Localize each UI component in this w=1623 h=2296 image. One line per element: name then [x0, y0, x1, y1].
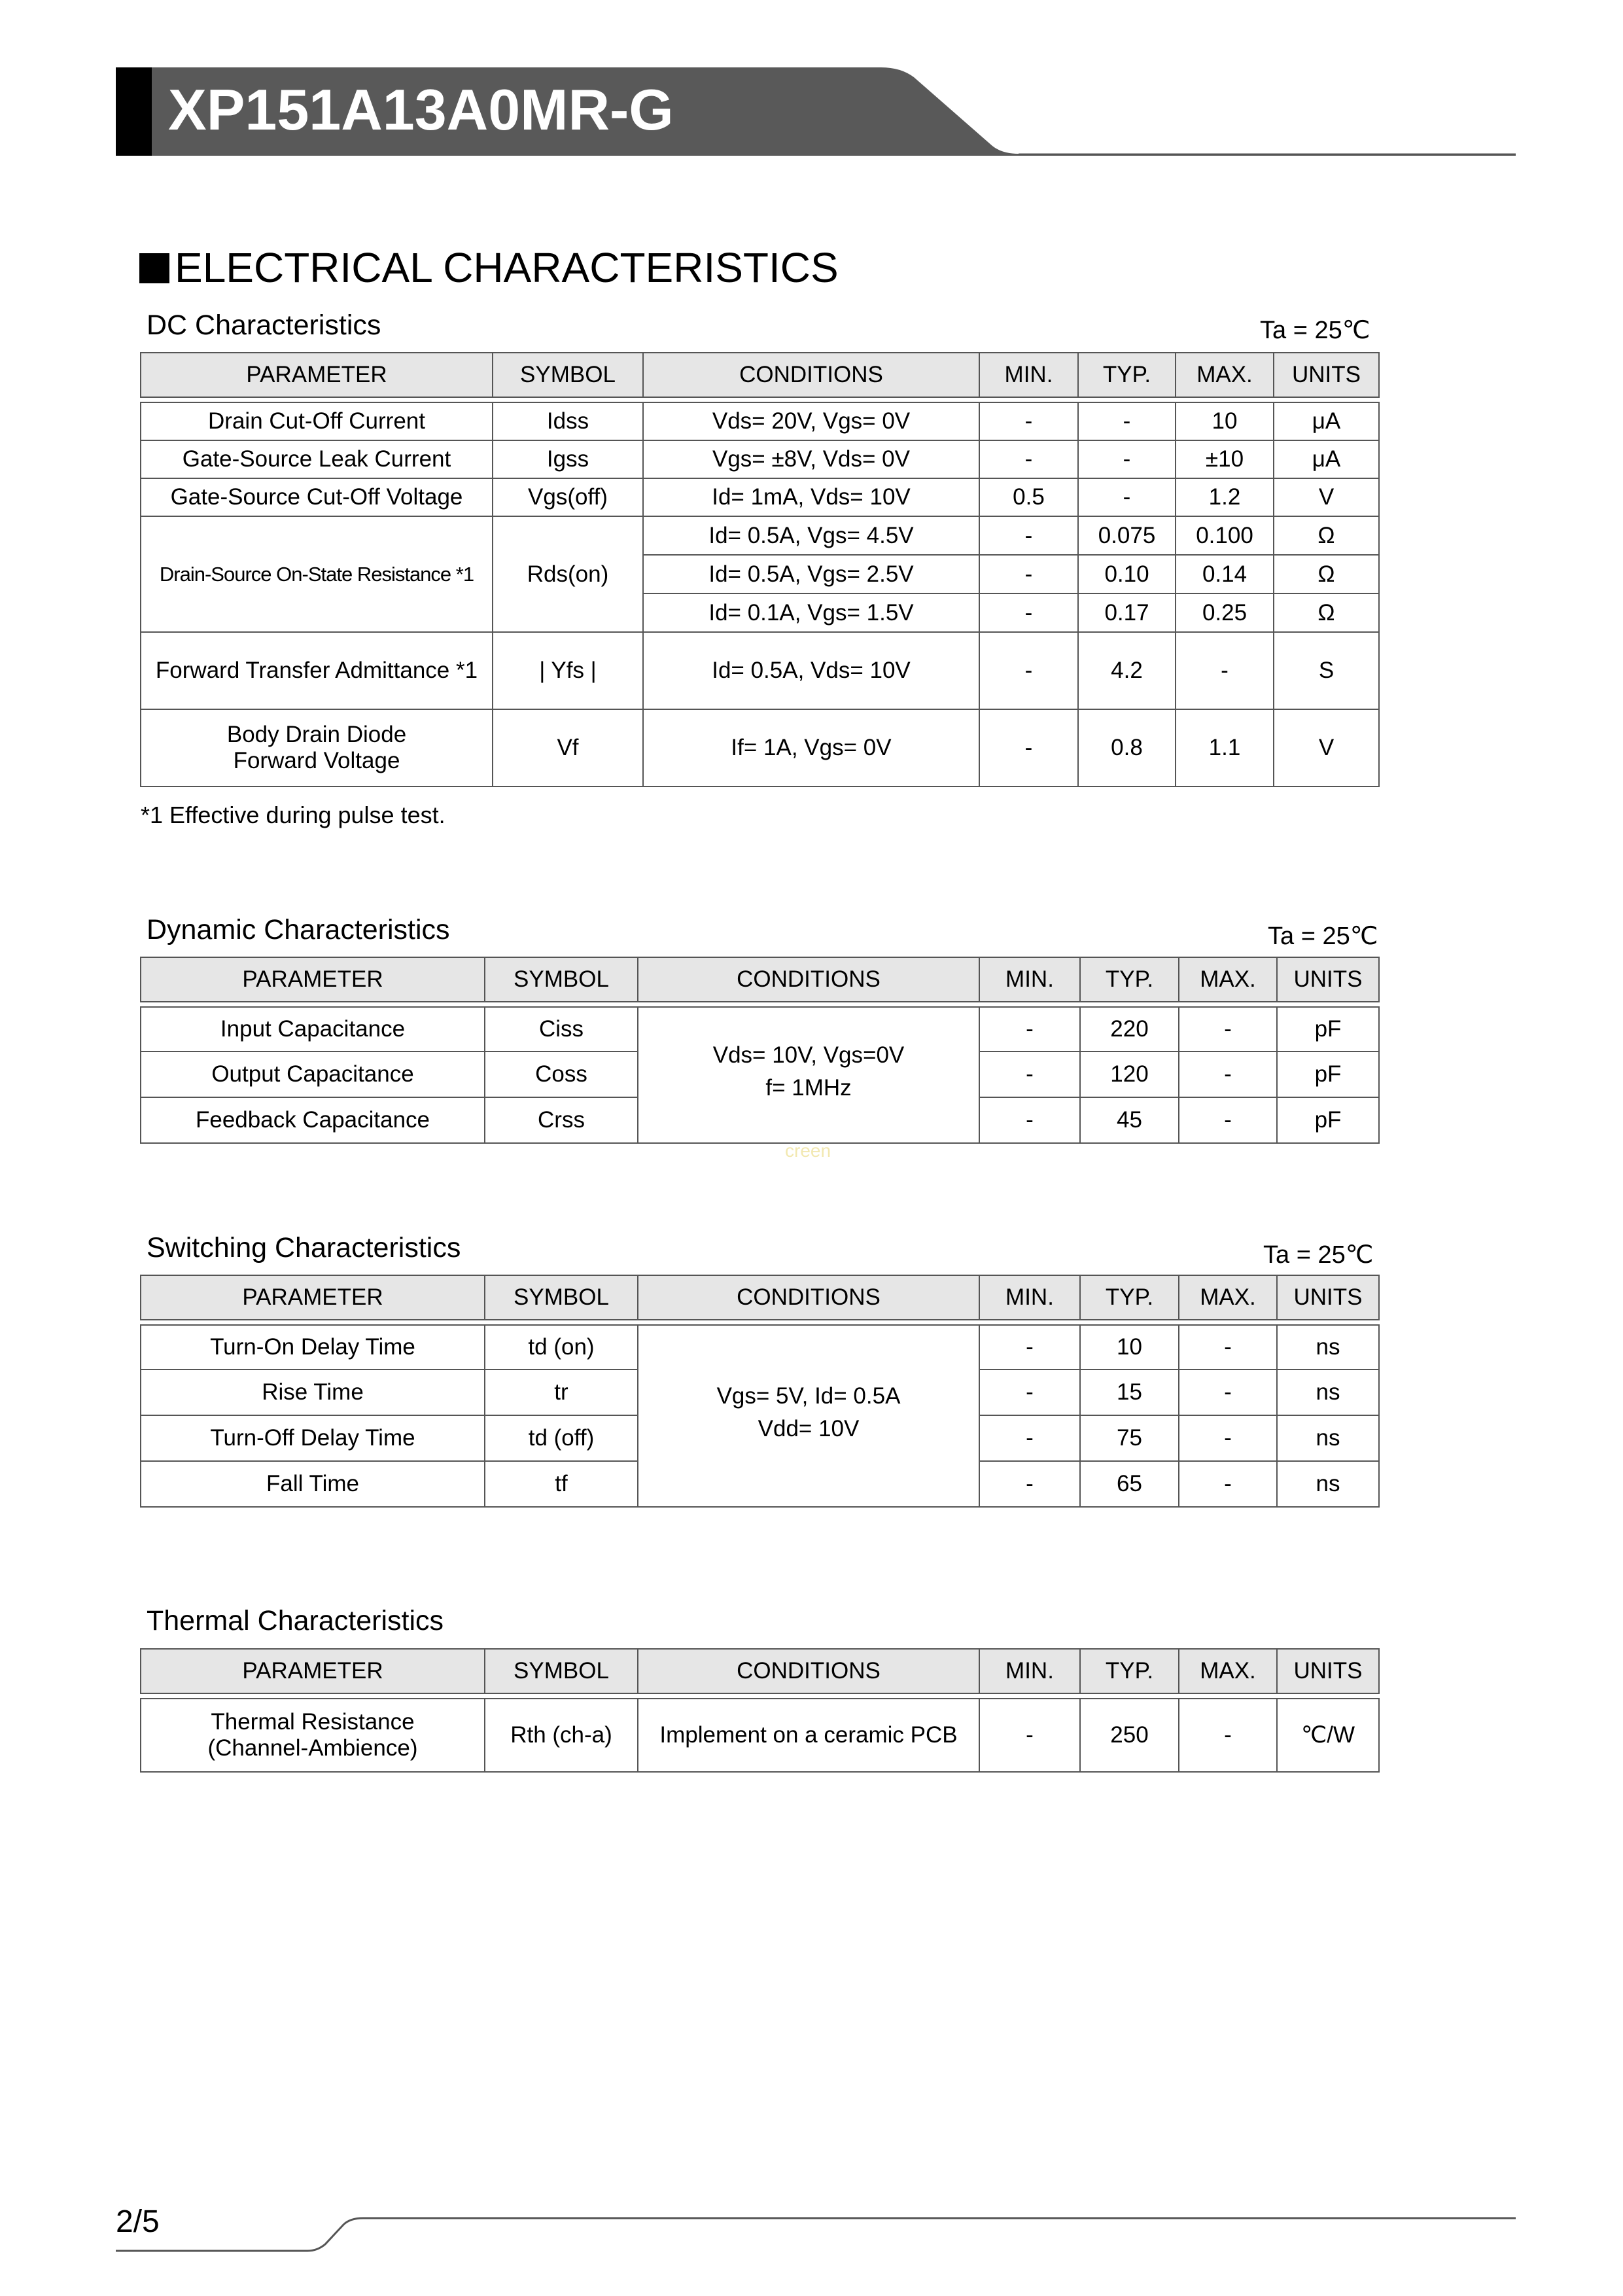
col-conditions: CONDITIONS — [643, 353, 979, 397]
table-row: Drain Cut-Off Current Idss Vds= 20V, Vgs= 0V - - 10 μA — [141, 402, 1379, 440]
document-title: XP151A13A0MR-G — [168, 77, 674, 142]
switching-conditions: Vgs= 5V, Id= 0.5A Vdd= 10V — [638, 1325, 979, 1507]
table-header-row — [141, 353, 1379, 397]
table-header-row: PARAMETER SYMBOL CONDITIONS MIN. TYP. MAX. UNITS — [141, 957, 1379, 1002]
table-row: Body Drain Diode Forward Voltage Vf If= 1A, Vgs= 0V - 0.8 1.1 V — [141, 709, 1379, 786]
table-row: Gate-Source Cut-Off Voltage Vgs(off) Id= 1mA, Vds= 10V 0.5 - 1.2 V — [141, 478, 1379, 516]
col-units: UNITS — [1274, 353, 1379, 397]
switching-ta: Ta = 25℃ — [1263, 1241, 1374, 1269]
col-typ: TYP. — [1078, 353, 1176, 397]
dynamic-ta: Ta = 25℃ — [1268, 923, 1378, 950]
table-header-row: PARAMETER SYMBOL CONDITIONS MIN. TYP. MAX. UNITS — [141, 1275, 1379, 1320]
dynamic-conditions: Vds= 10V, Vgs=0V f= 1MHz — [638, 1007, 979, 1143]
table-row: Id= 0.5A, Vgs= 2.5V - 0.10 0.14 Ω — [141, 555, 1379, 593]
page-number: 2/5 — [116, 2204, 160, 2239]
table-row: Drain-Source On-State Resistance *1 Rds(on) Id= 0.5A, Vgs= 4.5V - 0.075 0.100 Ω — [141, 516, 1379, 555]
dc-ta: Ta = 25℃ — [1260, 317, 1370, 344]
dynamic-title: Dynamic Characteristics — [147, 914, 450, 945]
section-title: ELECTRICAL CHARACTERISTICS — [139, 243, 839, 292]
col-symbol: SYMBOL — [493, 353, 643, 397]
thermal-table — [140, 1648, 1380, 1773]
table-row: Feedback Capacitance Crss - 45 - pF — [141, 1097, 1379, 1143]
table-row: Output Capacitance Coss - 120 - pF — [141, 1051, 1379, 1097]
header-banner — [116, 67, 1516, 156]
col-max: MAX. — [1176, 353, 1274, 397]
table-row: Fall Time tf - 65 - ns — [141, 1461, 1379, 1507]
dc-title: DC Characteristics — [147, 309, 381, 341]
dc-table — [140, 352, 1380, 787]
thermal-title: Thermal Characteristics — [147, 1605, 444, 1636]
table-row: Turn-On Delay Time td (on) Vgs= 5V, Id= 0.5A Vdd= 10V - 10 - ns — [141, 1325, 1379, 1369]
watermark: creen — [785, 1140, 831, 1161]
footnote: *1 Effective during pulse test. — [141, 802, 445, 828]
switching-table — [140, 1275, 1380, 1508]
dynamic-table — [140, 957, 1380, 1144]
square-bullet-icon — [139, 253, 169, 283]
table-header-row: PARAMETER SYMBOL CONDITIONS MIN. TYP. MAX. UNITS — [141, 1649, 1379, 1693]
table-row: Input Capacitance Ciss Vds= 10V, Vgs=0V f= 1MHz - 220 - pF — [141, 1007, 1379, 1051]
col-min: MIN. — [979, 353, 1078, 397]
table-row: Gate-Source Leak Current Igss Vgs= ±8V, Vds= 0V - - ±10 μA — [141, 440, 1379, 478]
table-row: Id= 0.1A, Vgs= 1.5V - 0.17 0.25 Ω — [141, 593, 1379, 632]
table-row: Turn-Off Delay Time td (off) - 75 - ns — [141, 1415, 1379, 1461]
table-row: Forward Transfer Admittance *1 | Yfs | Id= 0.5A, Vds= 10V - 4.2 - S — [141, 632, 1379, 709]
col-parameter: PARAMETER — [141, 353, 493, 397]
table-row: Rise Time tr - 15 - ns — [141, 1369, 1379, 1415]
table-row: Thermal Resistance (Channel-Ambience) Rth (ch-a) Implement on a ceramic PCB - 250 - ℃/W — [141, 1699, 1379, 1772]
switching-title: Switching Characteristics — [147, 1232, 461, 1263]
